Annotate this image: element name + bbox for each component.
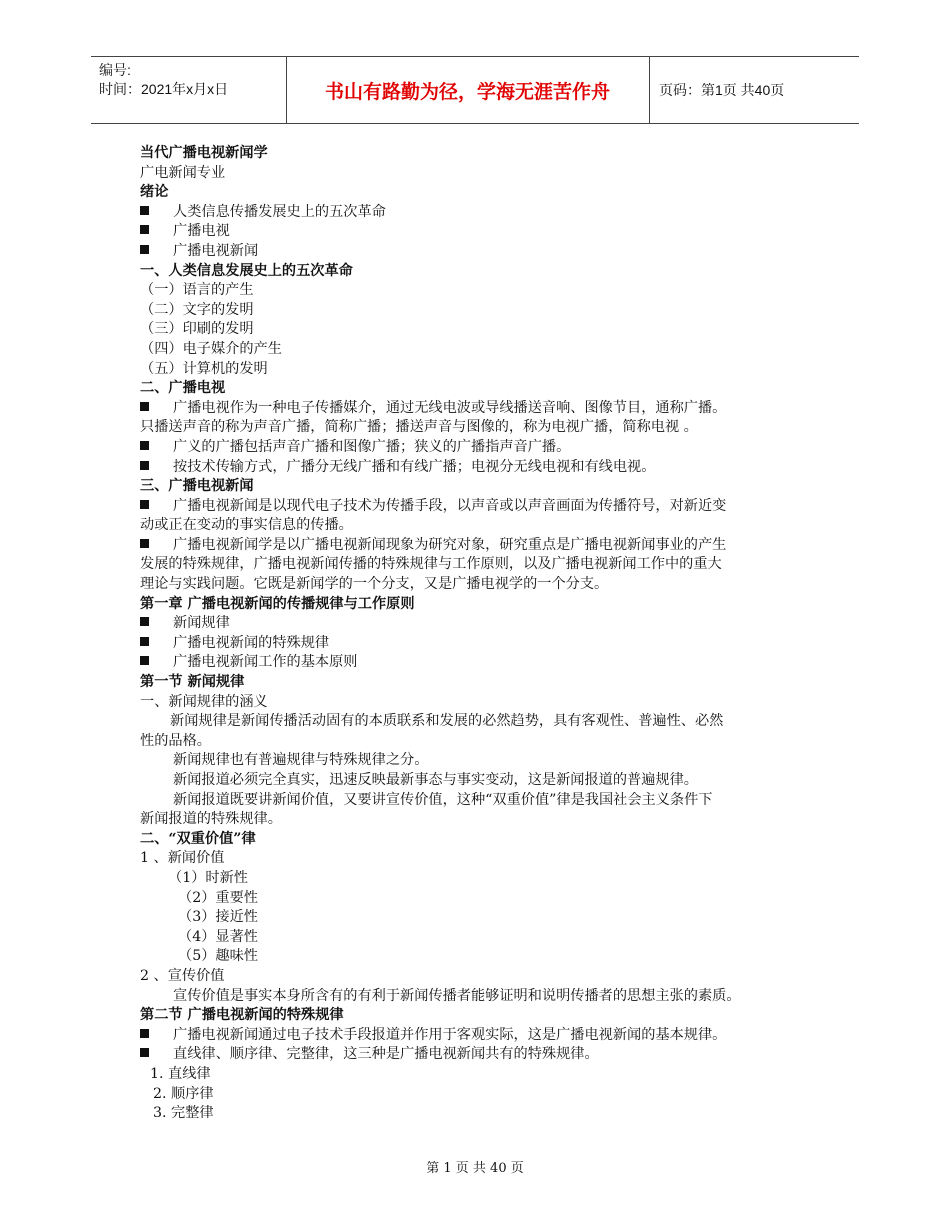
square-bullet-icon xyxy=(140,203,173,223)
line-text: 广播电视新闻 xyxy=(173,242,259,259)
square-bullet-icon xyxy=(140,653,173,673)
text-line xyxy=(140,320,820,340)
line-text: 动或正在变动的事实信息的传播。 xyxy=(140,517,353,534)
text-line xyxy=(140,340,820,360)
line-text: 当代广播电视新闻学 xyxy=(140,145,268,161)
text-line xyxy=(140,418,820,438)
text-line xyxy=(140,947,820,967)
section-heading xyxy=(140,477,820,497)
text-line xyxy=(140,693,820,713)
section-heading xyxy=(140,379,820,399)
line-text: （三）印刷的发明 xyxy=(140,321,254,338)
text-line xyxy=(140,1065,820,1085)
text-line xyxy=(140,967,820,987)
text-line xyxy=(140,869,820,889)
text-line xyxy=(140,889,820,909)
line-text: （5）趣味性 xyxy=(178,948,258,965)
line-text: 二、广播电视 xyxy=(140,380,226,397)
line-text: 3. 完整律 xyxy=(153,1105,214,1122)
line-text: （一）语言的产生 xyxy=(140,282,254,299)
line-text: （3）接近性 xyxy=(178,909,258,926)
text-line xyxy=(140,242,820,262)
number-label: 编号: xyxy=(99,62,131,78)
text-line xyxy=(140,849,820,869)
text-line xyxy=(140,222,820,242)
text-line xyxy=(140,1045,820,1065)
section-heading xyxy=(140,595,820,615)
square-bullet-icon xyxy=(140,438,173,458)
text-line xyxy=(140,987,820,1007)
line-text: 广播电视 xyxy=(173,223,230,240)
square-bullet-icon xyxy=(140,614,173,634)
line-text: 广播电视新闻工作的基本原则 xyxy=(173,654,358,671)
page-header xyxy=(91,56,859,124)
line-text: 绪论 xyxy=(140,184,169,201)
square-bullet-icon xyxy=(140,536,173,556)
text-line xyxy=(140,575,820,595)
text-line xyxy=(140,497,820,517)
text-line xyxy=(140,516,820,536)
line-text: 1 、新闻价值 xyxy=(140,850,225,867)
line-text: 新闻规律也有普遍规律与特殊规律之分。 xyxy=(173,752,429,769)
line-text: 理论与实践问题。它既是新闻学的一个分支，又是广播电视学的一个分支。 xyxy=(140,576,609,593)
text-line xyxy=(140,634,820,654)
line-text: （4）显著性 xyxy=(178,928,258,945)
line-text: 按技术传输方式，广播分无线广播和有线广播；电视分无线电视和有线电视。 xyxy=(173,458,656,475)
text-line xyxy=(140,458,820,478)
square-bullet-icon xyxy=(140,242,173,262)
line-text: 新闻报道的特殊规律。 xyxy=(140,811,282,828)
square-bullet-icon xyxy=(140,222,173,242)
text-line xyxy=(140,399,820,419)
section-heading xyxy=(140,830,820,850)
section-heading xyxy=(140,183,820,203)
line-text: 宣传价值是事实本身所含有的有利于新闻传播者能够证明和说明传播者的思想主张的素质。 xyxy=(173,987,741,1004)
text-line xyxy=(140,928,820,948)
line-text: 新闻规律 xyxy=(173,615,230,632)
line-text: 新闻报道必须完全真实，迅速反映最新事态与事实变动，这是新闻报道的普遍规律。 xyxy=(173,772,698,788)
section-heading xyxy=(140,262,820,282)
text-line xyxy=(140,712,820,732)
line-text: 二、“双重价值”律 xyxy=(140,830,256,847)
square-bullet-icon xyxy=(140,399,173,419)
text-line xyxy=(140,536,820,556)
section-heading xyxy=(140,144,820,164)
line-text: 1. 直线律 xyxy=(150,1065,211,1082)
line-text: 广播电视作为一种电子传播媒介，通过无线电波或导线播送音响、图像节目，通称广播。 xyxy=(173,399,727,416)
line-text: （四）电子媒介的产生 xyxy=(140,340,282,357)
text-line xyxy=(140,1026,820,1046)
text-line xyxy=(140,614,820,634)
line-text: 第一节 新闻规律 xyxy=(140,674,245,691)
line-text: 广播电视新闻通过电子技术手段报道并作用于客观实际，这是广播电视新闻的基本规律。 xyxy=(173,1026,727,1043)
line-text: 只播送声音的称为声音广播，简称广播；播送声音与图像的，称为电视广播，简称电视 。 xyxy=(140,419,698,436)
line-text: 第一章 广播电视新闻的传播规律与工作原则 xyxy=(140,595,415,612)
line-text: （五）计算机的发明 xyxy=(140,360,268,377)
line-text: （二）文字的发明 xyxy=(140,301,254,318)
text-line xyxy=(140,203,820,223)
text-line xyxy=(140,1104,820,1124)
text-line xyxy=(140,1085,820,1105)
square-bullet-icon xyxy=(140,497,173,517)
document-body xyxy=(140,144,820,1124)
time-label: 时间：2021年x月x日 xyxy=(99,81,229,97)
text-line xyxy=(140,732,820,752)
line-text: 直线律、顺序律、完整律，这三种是广播电视新闻共有的特殊规律。 xyxy=(173,1046,599,1063)
square-bullet-icon xyxy=(140,1026,173,1046)
line-text: 广义的广播包括声音广播和图像广播；狭义的广播指声音广播。 xyxy=(173,438,571,455)
text-line xyxy=(140,810,820,830)
text-line xyxy=(140,301,820,321)
line-text: 广播电视新闻是以现代电子技术为传播手段，以声音或以声音画面为传播符号，对新近变 xyxy=(173,497,727,514)
text-line xyxy=(140,164,820,184)
line-text: 新闻规律是新闻传播活动固有的本质联系和发展的必然趋势，具有客观性、普遍性、必然 xyxy=(170,713,724,730)
square-bullet-icon xyxy=(140,1045,173,1065)
text-line xyxy=(140,653,820,673)
line-text: 一、人类信息发展史上的五次革命 xyxy=(140,262,353,279)
line-text: 2 、宣传价值 xyxy=(140,967,225,984)
square-bullet-icon xyxy=(140,458,173,478)
line-text: （1）时新性 xyxy=(168,869,248,886)
text-line xyxy=(140,771,820,791)
text-line xyxy=(140,281,820,301)
header-motto: 书山有路勤为径，学海无涯苦作舟 xyxy=(324,80,610,103)
section-heading xyxy=(140,1006,820,1026)
text-line xyxy=(140,438,820,458)
line-text: 一、新闻规律的涵义 xyxy=(140,693,268,710)
square-bullet-icon xyxy=(140,634,173,654)
line-text: 2. 顺序律 xyxy=(153,1085,214,1102)
header-page-info: 页码：第1页 共40页 xyxy=(659,82,785,98)
line-text: 人类信息传播发展史上的五次革命 xyxy=(173,203,386,220)
page-footer: 第 1 页 共 40 页 xyxy=(426,1161,524,1176)
text-line xyxy=(140,908,820,928)
text-line xyxy=(140,555,820,575)
line-text: （2）重要性 xyxy=(178,889,258,906)
header-meta xyxy=(99,61,228,99)
line-text: 广播电视新闻的特殊规律 xyxy=(173,634,330,651)
text-line xyxy=(140,751,820,771)
text-line xyxy=(140,791,820,811)
line-text: 性的品格。 xyxy=(140,732,211,749)
line-text: 广播电视新闻学是以广播电视新闻现象为研究对象，研究重点是广播电视新闻事业的产生 xyxy=(173,536,727,553)
line-text: 第二节 广播电视新闻的特殊规律 xyxy=(140,1007,344,1024)
line-text: 发展的特殊规律，广播电视新闻传播的特殊规律与工作原则，以及广播电视新闻工作中的重大 xyxy=(140,556,722,573)
section-heading xyxy=(140,673,820,693)
line-text: 三、广播电视新闻 xyxy=(140,478,254,495)
line-text: 新闻报道既要讲新闻价值，又要讲宣传价值，这种“双重价值”律是我国社会主义条件下 xyxy=(173,791,713,808)
text-line xyxy=(140,360,820,380)
line-text: 广电新闻专业 xyxy=(140,164,226,181)
header-divider xyxy=(649,57,650,123)
